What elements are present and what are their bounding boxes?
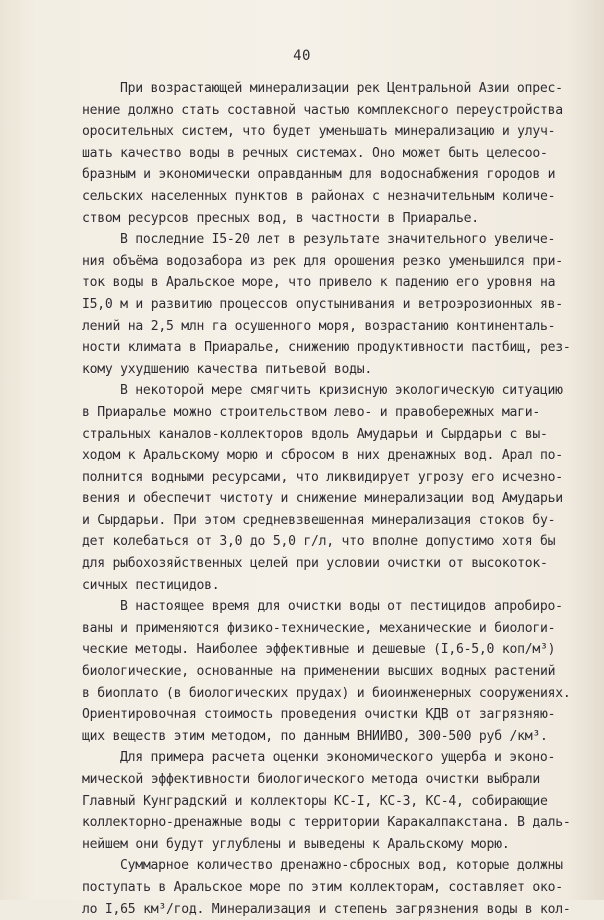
text-line: ния объёма водозабора из рек для орошения резко уменьшился при- bbox=[82, 253, 563, 269]
text-line: коллекторно-дренажные воды с территории Каракалпакстана. В даль- bbox=[82, 815, 571, 831]
text-line: сичных пестицидов. bbox=[82, 577, 220, 593]
text-line: ством ресурсов пресных вод, в частности в Приаралье. bbox=[82, 210, 479, 226]
text-line: ходом к Аральскому морю и сбросом в них дренажных вод. Арал по- bbox=[82, 448, 563, 464]
text-line: В последние I5-20 лет в результате значительного увеличе- bbox=[120, 232, 556, 248]
text-line: стральных каналов-коллекторов вдоль Амударьи и Сырдарьи с вы- bbox=[82, 426, 548, 442]
paragraph bbox=[82, 229, 574, 380]
text-line: ческие методы. Наиболее эффективные и дешевые (I,6-5,0 коп/м³) bbox=[82, 642, 556, 658]
text-line: При возрастающей минерализации рек Центральной Азии опрес- bbox=[120, 81, 563, 96]
text-line: нение должно стать составной частью комплексного переустройства bbox=[82, 102, 563, 118]
text-line: сельских населенных пунктов в районах с незначительным количе- bbox=[82, 188, 556, 204]
text-line: для рыбохозяйственных целей при условии очистки от высокоток- bbox=[82, 556, 548, 572]
text-line: полнится водными ресурсами, что ликвидирует угрозу его исчезно- bbox=[82, 469, 563, 485]
text-line: оросительных систем, что будет уменьшать минерализацию и улуч- bbox=[82, 124, 556, 140]
text-line: вения и обеспечит чистоту и снижение минерализации вод Амударьи bbox=[82, 491, 563, 507]
paragraph bbox=[82, 747, 574, 855]
page-number: 40 bbox=[293, 48, 311, 64]
text-line: ности климата в Приаралье, снижению продуктивности пастбищ, рез- bbox=[82, 340, 571, 356]
paragraph bbox=[82, 855, 574, 920]
text-line: Главный Кунградский и коллекторы КС-I, КС-3, КС-4, собирающие bbox=[82, 793, 548, 809]
paragraph bbox=[82, 380, 574, 596]
document-body bbox=[82, 78, 574, 920]
text-line: Для примера расчета оценки экономического ущерба и эконо- bbox=[120, 750, 556, 766]
text-line: бразным и экономически оправданным для водоснабжения городов и bbox=[82, 167, 556, 183]
text-line: ло I,65 км³/год. Минерализация и степень загрязнения воды в кол- bbox=[82, 901, 571, 917]
text-line: щих веществ этим методом, по данным ВНИИВО, 300-500 руб /км³. bbox=[82, 728, 548, 744]
paragraph bbox=[82, 596, 574, 747]
text-line: поступать в Аральское море по этим коллекторам, составляет око- bbox=[82, 879, 563, 895]
text-line: лений на 2,5 млн га осушенного моря, возрастанию континенталь- bbox=[82, 318, 556, 334]
text-line: в Приаралье можно строительством лево- и правобережных маги- bbox=[82, 404, 540, 420]
text-line: дет колебаться от 3,0 до 5,0 г/л, что вполне допустимо хотя бы bbox=[82, 534, 556, 550]
text-line: кому ухудшению качества питьевой воды. bbox=[82, 361, 373, 377]
text-line: I5,0 м и развитию процессов опустынивания и ветроэрозионных яв- bbox=[82, 296, 563, 312]
text-line: В настоящее время для очистки воды от пестицидов апробиро- bbox=[120, 599, 563, 615]
text-line: и Сырдарьи. При этом средневзвешенная минерализация стоков бу- bbox=[82, 512, 556, 528]
text-line: биологические, основанные на применении высших водных растений bbox=[82, 664, 556, 680]
text-line: шать качество воды в речных системах. Оно может быть целесоо- bbox=[82, 145, 548, 161]
paragraph bbox=[82, 78, 574, 229]
text-line: в биоплато (в биологических прудах) и биоинженерных сооружениях. bbox=[82, 685, 571, 701]
text-line: нейшем они будут углублены и выведены к Аральскому морю. bbox=[82, 836, 510, 852]
text-line: ток воды в Аральское море, что привело к падению его уровня на bbox=[82, 275, 556, 291]
text-line: мической эффективности биологического метода очистки выбрали bbox=[82, 772, 540, 787]
text-line: ваны и применяются физико-технические, механические и биологи- bbox=[82, 620, 556, 636]
text-line: Суммарное количество дренажно-сбросных вод, которые должны bbox=[120, 858, 563, 874]
text-line: Ориентировочная стоимость проведения очистки КДВ от загрязняю- bbox=[82, 707, 556, 723]
text-line: В некоторой мере смягчить кризисную экологическую ситуацию bbox=[120, 383, 563, 399]
